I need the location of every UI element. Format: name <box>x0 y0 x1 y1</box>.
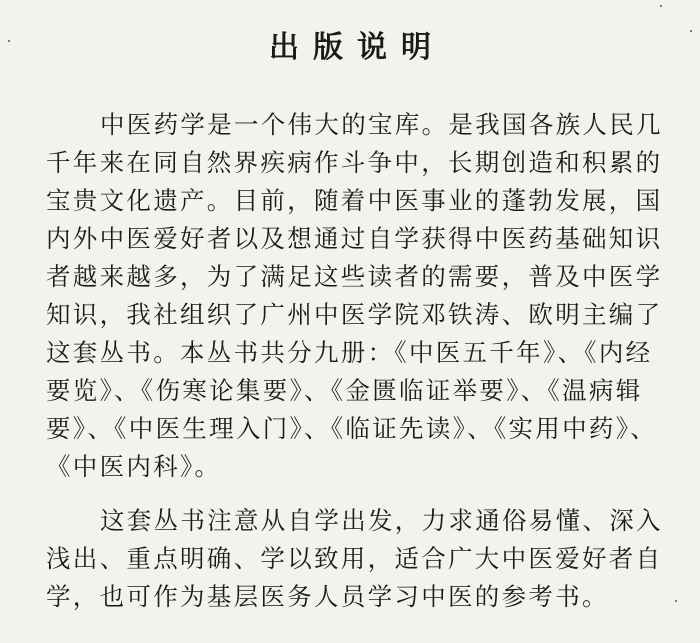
scan-speck <box>690 30 692 32</box>
text-line: 千年来在同自然界疾病作斗争中，长期创造和积累的 <box>46 148 663 177</box>
text-line: 要》、《中医生理入门》、《临证先读》、《实用中药》、 <box>46 414 658 443</box>
document-title: 出版说明 <box>269 30 445 65</box>
text-line: 浅出、重点明确、学以致用，适合广大中医爱好者自 <box>46 544 663 573</box>
text-line: 这套丛书。本丛书共分九册：《中医五千年》、《内经 <box>46 338 653 367</box>
text-line: 知识，我社组织了广州中医学院邓铁涛、欧明主编了 <box>46 300 663 329</box>
scan-speck <box>675 600 677 602</box>
text-line: 《中医内科》。 <box>46 452 222 481</box>
text-line: 宝贵文化遗产。目前，随着中医事业的蓬勃发展，国 <box>46 186 663 215</box>
text-line: 这套丛书注意从自学出发，力求通俗易懂、深入 <box>100 506 663 535</box>
text-line: 要览》、《伤寒论集要》、《金匮临证举要》、《温病辑 <box>46 376 643 405</box>
scan-speck <box>8 40 10 42</box>
text-line: 者越来越多，为了满足这些读者的需要，普及中医学 <box>46 262 663 291</box>
text-line: 内外中医爱好者以及想通过自学获得中医药基础知识 <box>46 224 663 253</box>
text-line: 学，也可作为基层医务人员学习中医的参考书。 <box>46 582 609 611</box>
text-line: 中医药学是一个伟大的宝库。是我国各族人民几 <box>100 110 663 139</box>
scan-speck <box>660 5 662 7</box>
